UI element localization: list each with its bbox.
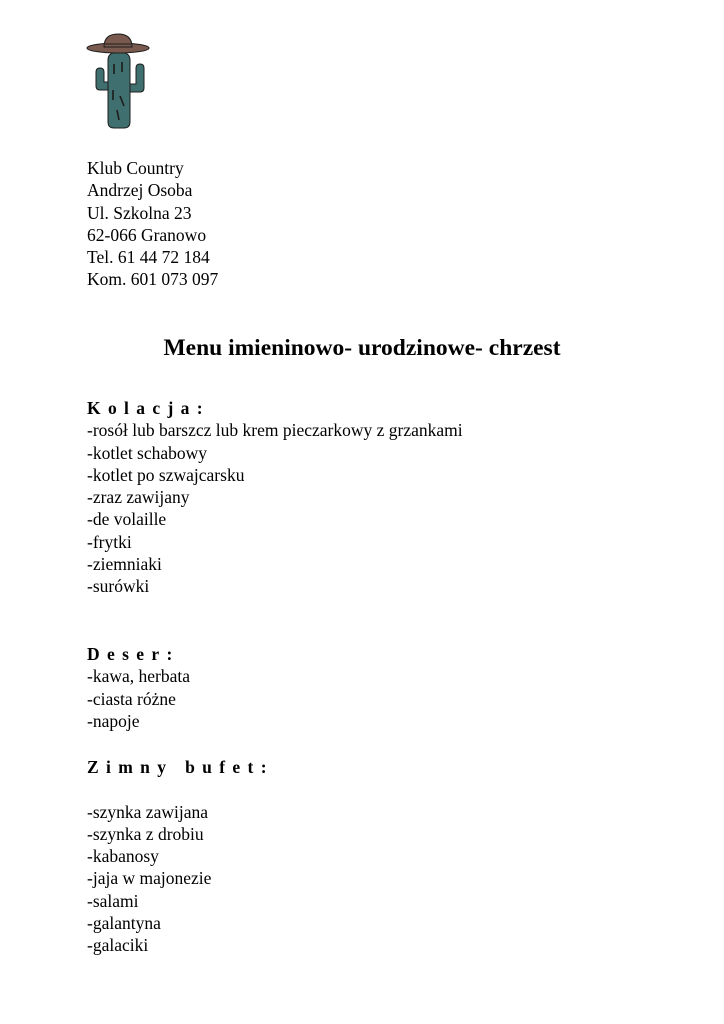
- menu-item: -szynka zawijana: [87, 801, 208, 822]
- section-heading-kolacja: Kolacja:: [87, 398, 210, 418]
- menu-item: -galaciki: [87, 935, 149, 956]
- menu-item: -napoje: [87, 710, 140, 731]
- mobile-number: Kom. 601 073 097: [87, 269, 219, 290]
- menu-item: -ziemniaki: [87, 554, 162, 575]
- section-kolacja: [87, 397, 463, 598]
- menu-item: -kawa, herbata: [87, 666, 190, 687]
- cactus-with-cowboy-hat-icon: [84, 30, 150, 134]
- section-zimny-bufet: [87, 756, 274, 957]
- club-logo-icon: [84, 30, 150, 134]
- phone-number: Tel. 61 44 72 184: [87, 247, 210, 268]
- menu-title: Menu imieninowo- urodzinowe- chrzest: [163, 335, 561, 361]
- section-deser: [87, 643, 190, 732]
- menu-item: -jaja w majonezie: [87, 868, 212, 889]
- street-address: Ul. Szkolna 23: [87, 202, 192, 223]
- menu-item: -kotlet schabowy: [87, 442, 208, 463]
- section-heading-deser: Deser:: [87, 644, 180, 664]
- menu-item: -de volaille: [87, 509, 167, 530]
- menu-item: -salami: [87, 890, 139, 911]
- spacer: [87, 778, 274, 800]
- menu-item: -szynka z drobiu: [87, 823, 204, 844]
- menu-item: -frytki: [87, 531, 132, 552]
- menu-item: -ciasta różne: [87, 688, 176, 709]
- club-name: Klub Country: [87, 158, 184, 178]
- menu-item: -kotlet po szwajcarsku: [87, 464, 245, 485]
- menu-item: -rosół lub barszcz lub krem pieczarkowy z grzankami: [87, 420, 463, 441]
- menu-item: -surówki: [87, 576, 150, 597]
- section-heading-zimny-bufet: Zimny bufet:: [87, 757, 274, 777]
- owner-name: Andrzej Osoba: [87, 180, 193, 201]
- club-address-block: [87, 157, 218, 291]
- menu-item: -zraz zawijany: [87, 487, 190, 508]
- postal-city: 62-066 Granowo: [87, 224, 207, 245]
- menu-item: -kabanosy: [87, 846, 159, 867]
- menu-item: -galantyna: [87, 913, 161, 934]
